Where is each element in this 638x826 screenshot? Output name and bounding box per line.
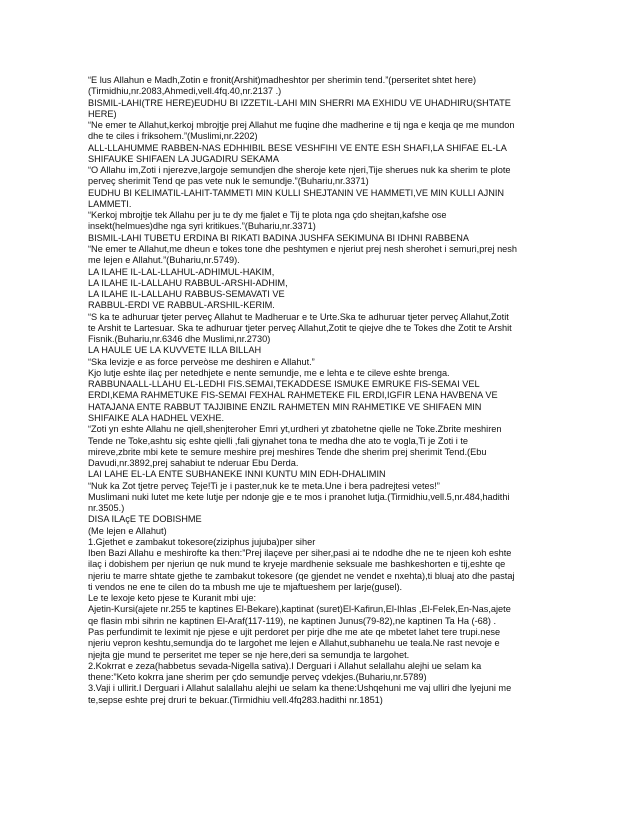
text-line: ti vendos ne ene te cilen do ta mbush me uje te mjaftueshem per larje(gusel). (88, 581, 403, 592)
text-line: “Ska levizje e as force perveòse me deshiren e Allahut.” (88, 356, 315, 367)
text-line: te Arshit te Lartesuar. Ska te adhuruar tjeter perveç Allahut,Zotit te qiejve dhe te Tokes dhe Zotit te Arshit (88, 322, 512, 333)
text-line: njeriu te marre shtate gjethe te zambakut tokesore (qe gjendet ne vendet e nxehta),ti bluaj ato dhe pastaj (88, 570, 515, 581)
text-line: HATAJANA ENTE RABBUT TAJJIBINE ENZIL RAHMETEN MIN RAHMETIKE VE SHIFAEN MIN (88, 401, 482, 412)
text-line: Le te lexoje keto pjese te Kuranit mbi uje: (88, 593, 257, 604)
text-line: SHIFAUKE SHIFAEN LA JUGADIRU SEKAMA (88, 153, 279, 164)
text-line: njejta gje mund te perseritet me teper se nje here,deri sa semundja te largohet. (88, 649, 410, 660)
text-line: Tende ne Toke,ashtu siç eshte qielli ,fali gjynahet tona te medha dhe ato te vogla,Ti je Zoti i te (88, 435, 468, 446)
text-line: Muslimani nuki lutet me kete lutje per ndonje gje e te mos i pranohet lutja.(Tirmidhiu,vell.5,nr.484,hadithi (88, 491, 510, 502)
text-line: insekt(helmues)dhe nga syri kritikues.”(Buhariu,nr.3371) (88, 221, 316, 232)
text-line: 2.Kokrrat e zeza(habbetus sevada-Nigella sativa).I Derguari i Allahut selallahu alejhi ue selam ka (88, 660, 482, 671)
text-line: LA ILAHE IL-LALLAHU RABBUS-SEMAVATI VE (88, 289, 285, 300)
text-line: “S ka te adhuruar tjeter perveç Allahut te Madheruar e te Urte.Ska te adhuruar tjeter perveç Allahut,Zotit (88, 311, 509, 322)
text-line: Davudi,nr.3892,prej sahabiut te nderuar Ebu Derda. (88, 458, 299, 469)
text-line: te,sepse eshte prej druri te bekuar.(Tirmidhiu vell.4fq283.hadithi nr.1851) (88, 694, 383, 705)
text-line: 3.Vaji i ullirit.I Derguari i Allahut salallahu alejhi ue selam ka thene:Ushqehuni me vaj ulliri dhe lyejuni me (88, 683, 512, 694)
text-line: EUDHU BI KELIMATIL-LAHIT-TAMMETI MIN KULLI SHEJTANIN VE HAMMETI,VE MIN KULLI AJNIN (88, 187, 505, 198)
text-line: LA HAULE UE LA KUVVETE ILLA BILLAH (88, 345, 262, 356)
text-line: “E lus Allahun e Madh,Zotin e fronit(Arshit)madheshtor per sherimin tend.”(perseritet shtet here) (88, 75, 477, 85)
text-line: “Ne emer te Allahut,kerkoj mbrojtje prej Allahut me fuqine dhe madherine e tij nga e keqja qe me mundon (88, 120, 515, 131)
text-line: “Kerkoj mbrojtje tek Allahu per ju te dy me fjalet e Tij te plota nga çdo shejtan,kafshe ose (88, 210, 447, 221)
text-line: me lejen e Allahut.”(Buhariu,nr.5749). (88, 255, 240, 266)
text-line: RABBUNAALL-LLAHU EL-LEDHI FIS.SEMAI,TEKADDESE ISMUKE EMRUKE FIS-SEMAI VEL (88, 379, 480, 390)
text-line: Iben Bazi Allahu e meshirofte ka then:”Prej ilaçeve per siher,pasi ai te ndodhe dhe ne te njeen koh eshte (88, 548, 512, 559)
text-line: (Me lejen e Allahut) (88, 525, 167, 536)
text-line: njeriu vepron keshtu,semundja do te largohet me lejen e Allahut,subhanehu ue teala.Ne rast nevoje e (88, 638, 500, 649)
text-line: SHIFAIKE ALA HADHEL VEXHE. (88, 412, 224, 423)
text-line: “Zoti yn eshte Allahu ne qiell,shenjteroher Emri yt,urdheri yt zbatohetne qielle ne Toke.Zbrite meshiren (88, 424, 502, 435)
text-line: ALL-LLAHUMME RABBEN-NAS EDHHIBIL BESE VESHFIHI VE ENTE ESH SHAFI,LA SHIFAE EL-LA (88, 142, 507, 153)
text-line: ERDI,KEMA RAHMETUKE FIS-SEMAI FEXHAL RAHMETEKE FIL ERDI,IGFIR LENA HAVBENA VE (88, 390, 498, 401)
text-line: HERE) (88, 108, 117, 119)
text-line: (Tirmidhiu,nr.2083,Ahmedi,vell.4fq.40,nr.2137 .) (88, 86, 282, 97)
text-line: LAI LAHE EL-LA ENTE SUBHANEKE INNI KUNTU MIN EDH-DHALIMIN (88, 469, 386, 480)
text-line: “Nuk ka Zot tjetre perveç Teje!Ti je i paster,nuk ke te meta.Une i bera padrejtesi vetes!” (88, 480, 440, 491)
text-line: dhe te ciles i friksohem.”(Muslimi,nr.2202) (88, 131, 258, 142)
text-line: BISMIL-LAHI TUBETU ERDINA BI RIKATI BADINA JUSHFA SEKIMUNA BI IDHNI RABBENA (88, 232, 470, 243)
text-line: RABBUL-ERDI VE RABBUL-ARSHIL-KERIM. (88, 300, 275, 311)
text-line: LA ILAHE IL-LAL-LLAHUL-ADHIMUL-HAKIM, (88, 266, 275, 277)
text-line: ilaç i dobishem per njeriun qe nuk mund te kryeje mardhenie seksuale me bashkeshorten e tij,eshte qe (88, 559, 506, 570)
text-line: Ajetin-Kursi(ajete nr.255 te kaptines El-Bekare),kaptinat (suret)El-Kafirun,El-Ihlas ,El-Felek,En-Nas,ajete (88, 604, 511, 615)
text-line: LA ILAHE IL-LALLAHU RABBUL-ARSHI-ADHIM, (88, 277, 288, 288)
text-line: LAMMETI. (88, 198, 132, 209)
text-line: BISMIL-LAHI(TRE HERE)EUDHU BI IZZETIL-LAHI MIN SHERRI MA EXHIDU VE UHADHIRU(SHTATE (88, 97, 511, 108)
text-line: DISA ILAçE TE DOBISHME (88, 514, 202, 525)
text-line: mireve,zbrite mbi kete te semure meshire prej meshires Tende dhe sherim prej sherimit Tend.(Ebu (88, 446, 487, 457)
document-body (88, 75, 563, 706)
text-line: Kjo lutje eshte ilaç per netedhjete e nente semundje, me e lehta e te cileve eshte brenga. (88, 367, 450, 378)
text-line: perveç sherimit Tend qe pas vete nuk le semundje.”(Buhariu,nr.3371) (88, 176, 369, 187)
text-line: qe flasin mbi sihrin ne kaptinen El-Araf(117-119), ne kaptinen Junus(79-82),ne kaptinen Ta Ha (-68) . (88, 615, 497, 626)
text-line: nr.3505.) (88, 503, 125, 514)
text-line: Fisnik.(Buhariu,nr.6346 dhe Muslimi,nr.2730) (88, 334, 271, 345)
text-line: “Ne emer te Allahut,me dheun e tokes tone dhe peshtymen e njeriut prej nesh sherohet i semuri,prej nesh (88, 243, 517, 254)
text-line: “O Allahu im,Zoti i njerezve,largoje semundjen dhe sheroje kete njeri,Tije sherues nuk ka sherim te plote (88, 165, 511, 176)
text-line: 1.Gjethet e zambakut tokesore(ziziphus jujuba)per siher (88, 536, 316, 547)
text-line: thene:”Keto kokrra jane sherim per çdo semundje perveç vdekjes.(Buhariu,nr.5789) (88, 672, 427, 683)
text-line: Pas perfundimit te leximit nje pjese e ujit perdoret per pirje dhe me ate qe mbetet lahet tere trupi.nese (88, 627, 501, 638)
